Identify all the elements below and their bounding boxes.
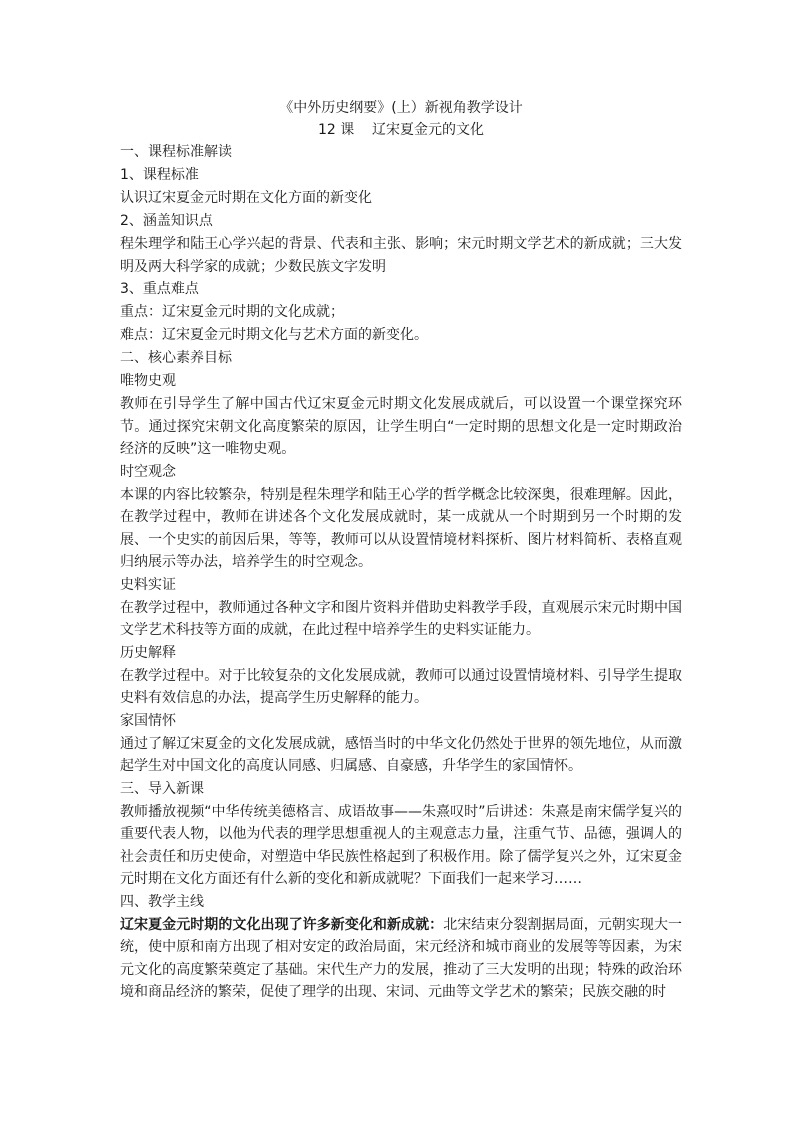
mainline-paragraph: [120, 914, 682, 1004]
mainline-text: 北宋结束分裂割据局面，元朝实现大一统，使中原和南方出现了相对安定的政治局面，宋元经济和城市商业的发展等等因素，为宋元文化的高度繁荣奠定了基础。宋代生产力的发展，推动了三大发明的出现；特殊的政治环境和商品经济的繁荣，促使了理学的出现、宋词、元曲等文学艺术的繁荣；民族交融的时: [120, 916, 683, 1000]
literacy-text-patriotism: 通过了解辽宋夏金的文化发展成就，感悟当时的中华文化仍然处于世界的领先地位，从而激起学生对中国文化的高度认同感、归属感、自豪感，升华学生的家国情怀。: [120, 735, 682, 774]
literacy-text-evidence: 在教学过程中，教师通过各种文字和图片资料并借助史料教学手段，直观展示宋元时期中国文学艺术科技等方面的成就，在此过程中培养学生的史料实证能力。: [120, 599, 682, 638]
literacy-title-evidence: 史料实证: [120, 576, 176, 593]
subheading-knowledge: 2、涵盖知识点: [120, 213, 213, 229]
section-heading-mainline: 四、教学主线: [120, 893, 204, 910]
document-title: 《中外历史纲要》(上）新视角教学设计: [279, 100, 523, 116]
section-heading-literacy: 二、核心素养目标: [120, 350, 232, 366]
literacy-text-materialism: 教师在引导学生了解中国古代辽宋夏金元时期文化发展成就后，可以设置一个课堂探究环节。通过探究宋朝文化高度繁荣的原因，让学生明白“一定时期的思想文化是一定时期政治经济的反映”这一唯物史观。: [120, 396, 682, 457]
section-heading-curriculum: 一、课程标准解读: [120, 144, 232, 160]
intro-text: 教师播放视频“中华传统美德格言、成语故事——朱熹叹时”后讲述：朱熹是南宋儒学复兴的重要代表人物，以他为代表的理学思想重视人的主观意志力量，注重气节、品德，强调人的社会责任和历史使命，对塑造中华民族性格起到了积极作用。除了儒学复兴之外，辽宋夏金元时期在文化方面还有什么新的变化和新成就呢？下面我们一起来学习……: [120, 803, 682, 887]
literacy-title-interpretation: 历史解释: [120, 644, 176, 661]
standard-text: 认识辽宋夏金元时期在文化方面的新变化: [120, 190, 372, 206]
literacy-text-interpretation: 在教学过程中。对于比较复杂的文化发展成就，教师可以通过设置情境材料、引导学生提取史料有效信息的办法，提高学生历史解释的能力。: [120, 667, 682, 706]
subheading-standard: 1、课程标准: [120, 167, 199, 183]
literacy-title-spacetime: 时空观念: [120, 463, 176, 480]
key-point-text: 重点：辽宋夏金元时期的文化成就；: [120, 304, 344, 320]
literacy-title-materialism: 唯物史观: [120, 373, 176, 389]
literacy-title-patriotism: 家国情怀: [120, 712, 176, 729]
subheading-key-points: 3、重点难点: [120, 281, 199, 297]
section-heading-intro: 三、导入新课: [120, 780, 204, 797]
lesson-title: 12 课 辽宋夏金元的文化: [317, 122, 485, 138]
knowledge-text: 程朱理学和陆王心学兴起的背景、代表和主张、影响；宋元时期文学艺术的新成就；三大发明及两大科学家的成就；少数民族文字发明: [120, 236, 682, 275]
mainline-bold-lead: 辽宋夏金元时期的文化出现了许多新变化和新成就：: [120, 916, 444, 933]
difficult-point-text: 难点：辽宋夏金元时期文化与艺术方面的新变化。: [120, 327, 428, 343]
literacy-text-spacetime: 本课的内容比较繁杂，特别是程朱理学和陆王心学的哲学概念比较深奥，很难理解。因此，在教学过程中，教师在讲述各个文化发展成就时，某一成就从一个时期到另一个时期的发展、一个史实的前因后果，等等，教师可以从设置情境材料探析、图片材料简析、表格直观归纳展示等办法，培养学生的时空观念。: [120, 486, 682, 570]
